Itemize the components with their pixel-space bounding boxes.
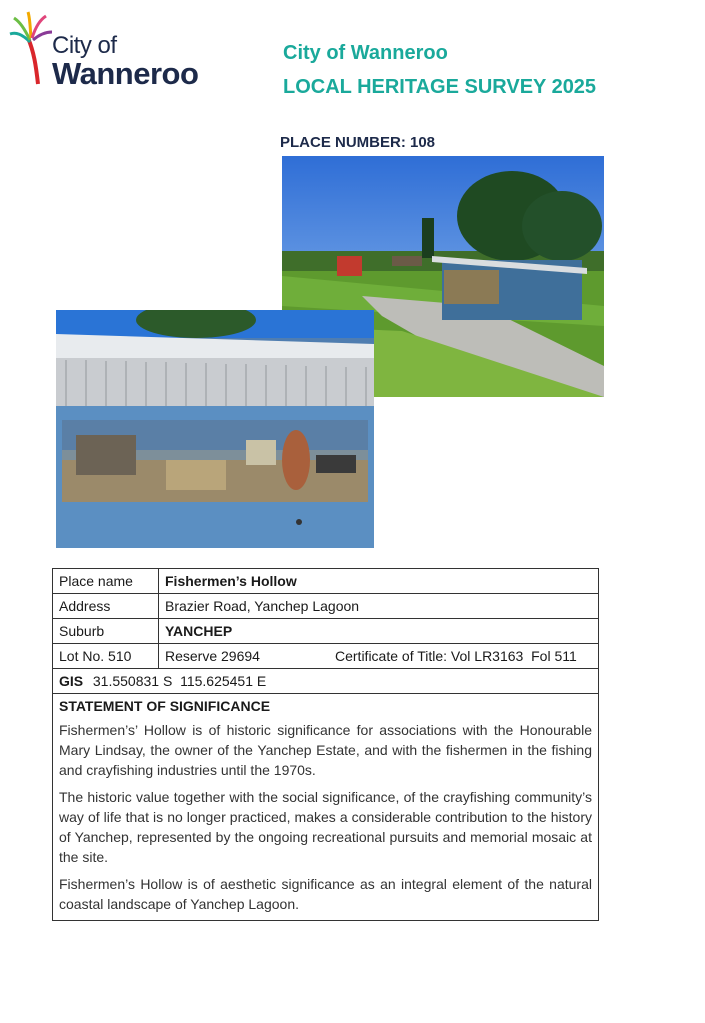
site-photo-mosaic	[56, 310, 374, 548]
address-value: Brazier Road, Yanchep Lagoon	[159, 594, 599, 619]
table-row-suburb	[53, 619, 599, 644]
table-row-lot	[53, 644, 599, 669]
address-label: Address	[53, 594, 159, 619]
statement-of-significance	[53, 694, 599, 921]
document-title: City of Wanneroo	[283, 42, 448, 64]
logo-text-wanneroo: Wanneroo	[52, 56, 199, 91]
place-name-value: Fishermen’s Hollow	[159, 569, 599, 594]
significance-heading: STATEMENT OF SIGNIFICANCE	[59, 698, 271, 714]
table-row-significance	[53, 694, 599, 921]
table-row-address	[53, 594, 599, 619]
significance-paragraph-1: Fishermen’s’ Hollow is of historic significance for associations with the Honourable Mary Lindsay, the owner of the Yanchep Estate, and with the fishermen in the fishing and crayfishing industries until the 1970s.	[59, 722, 592, 778]
reserve-number: Reserve 29694	[165, 648, 260, 664]
certificate-of-title: Certificate of Title: Vol LR3163 Fol 511	[335, 648, 577, 664]
significance-paragraph-3: Fishermen’s Hollow is of aesthetic significance as an integral element of the natural coastal landscape of Yanchep Lagoon.	[59, 876, 592, 912]
place-number: PLACE NUMBER: 108	[280, 134, 436, 151]
reserve-and-title	[159, 644, 599, 669]
table-row-place-name	[53, 569, 599, 594]
lot-number: Lot No. 510	[53, 644, 159, 669]
logo-text-city-of: City of	[52, 32, 117, 59]
gis-cell	[53, 669, 599, 694]
kangaroo-paw-icon	[8, 8, 54, 88]
table-row-gis	[53, 669, 599, 694]
document-subtitle: LOCAL HERITAGE SURVEY 2025	[283, 76, 597, 98]
place-name-label: Place name	[53, 569, 159, 594]
heritage-details-table	[52, 568, 599, 921]
suburb-label: Suburb	[53, 619, 159, 644]
gis-coordinates: 31.550831 S 115.625451 E	[92, 673, 267, 689]
gis-label: GIS	[59, 673, 84, 689]
significance-paragraph-2: The historic value together with the social significance, of the crayfishing community’s way of life that is no longer practiced, makes a considerable contribution to the history of Yanchep, represented by the ongoing recreational pursuits and memorial mosaic at the site.	[59, 789, 592, 865]
city-of-wanneroo-logo	[8, 8, 228, 91]
suburb-value: YANCHEP	[159, 619, 599, 644]
